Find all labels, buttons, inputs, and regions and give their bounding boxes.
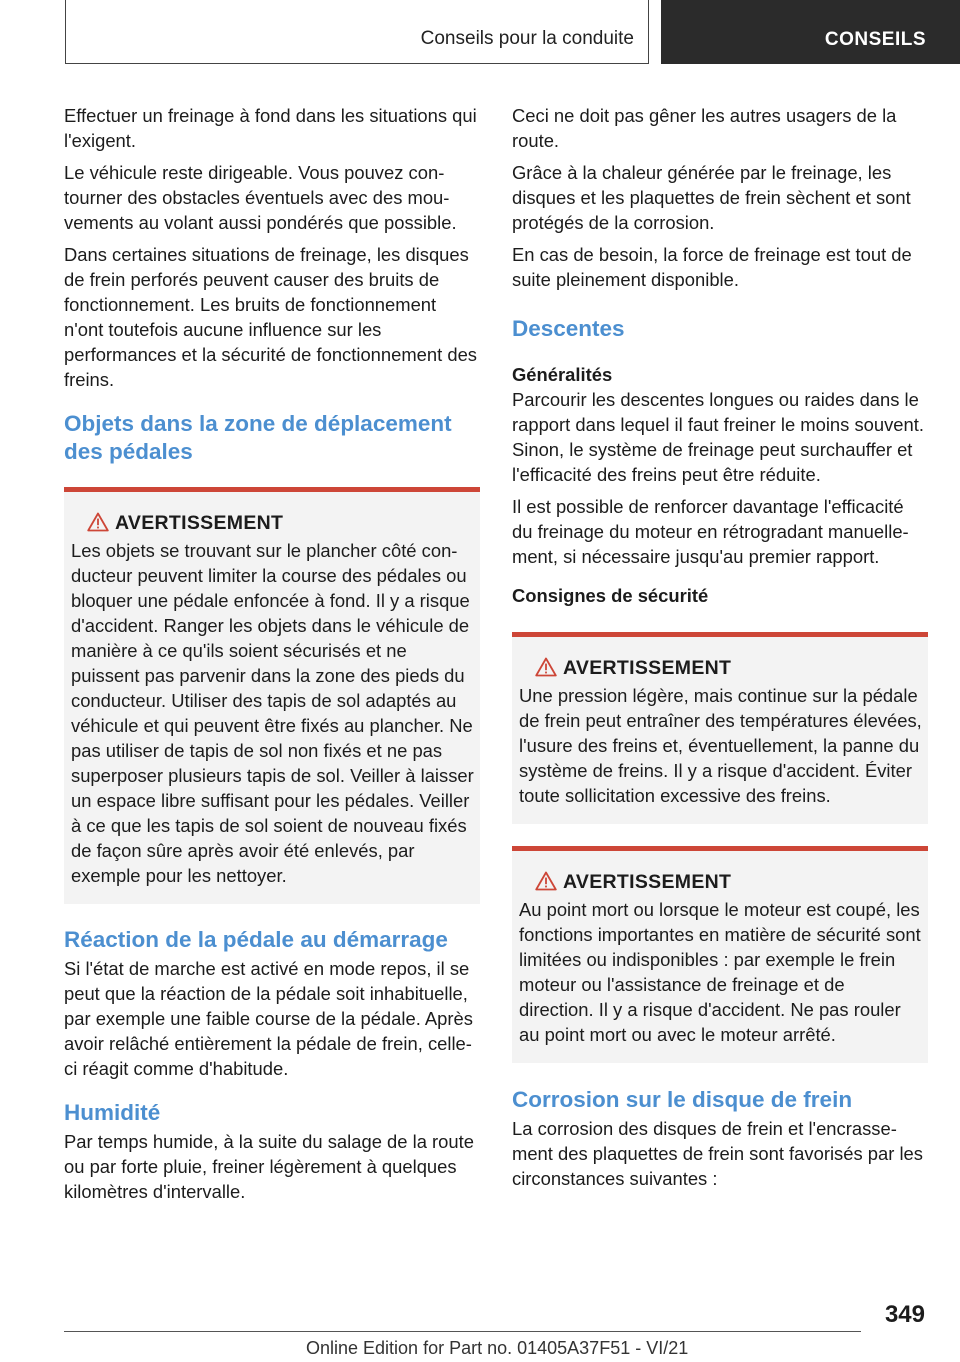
warning-triangle-icon <box>535 657 557 677</box>
paragraph: Il est possible de renforcer davantage l'efficacité du freinage du moteur en rétrogradant manuellement, si nécessaire jusqu'au premier rapport. <box>512 496 909 567</box>
warning-box <box>64 487 480 904</box>
paragraph: Par temps humide, à la suite du salage de la route ou par forte pluie, freiner légèrement à quelques kilomètres d'intervalle. <box>64 1131 474 1202</box>
paragraph: Grâce à la chaleur générée par le freinage, les disques et les plaquettes de frein sèchent et sont protégés de la corrosion. <box>512 162 911 233</box>
warning-text: Au point mort ou lorsque le moteur est coupé, les fonctions importantes en matière de sécurité sont limitées ou indisponibles : par exemple le frein moteur ou l'assistance de freinage et de direction. Il y a risque d'accident. Ne pas rouler au point mort ou avec le moteur arrêté. <box>519 899 921 1045</box>
warning-text: Une pression légère, mais continue sur la pédale de frein peut entraîner des températures élevées, l'usure des freins et, éventuellement, la panne du système de freins. Il y a risque d'accident. Éviter toute sollicitation excessive des freins. <box>519 685 922 806</box>
warning-header <box>71 510 474 538</box>
paragraph: Parcourir les descentes longues ou raides dans le rapport dans lequel il faut freiner le moins souvent. Sinon, le système de freinage peut surchauffer et l'efficacité des freins peut être réduite. <box>512 389 924 485</box>
warning-box <box>512 632 928 824</box>
right-column <box>512 103 928 1198</box>
paragraph: Dans certaines situations de freinage, les disques de frein perforés peuvent causer des bruits de fonctionnement. Les bruits de fonctionnement n'ont toutefois aucune influence sur les performances et la sécurité de fonctionnement des freins. <box>64 244 477 390</box>
left-column <box>64 103 480 1211</box>
warning-text: Les objets se trouvant sur le plancher côté conducteur peuvent limiter la course des pédales ou bloquer une pédale enfoncée à fond. Il y a risque d'accident. Ranger les objets dans le véhicule de manière à ce qu'ils soient sécurisés et ne puissent pas parvenir dans la zone des pieds du conducteur. Utiliser des tapis de sol adaptés au véhicule et qui peuvent être fixés au plancher. Ne pas utiliser de tapis de sol non fixés et ne pas superposer plusieurs tapis de sol. Veiller à laisser un espace libre suffisant pour les pédales. Veiller à ce que les tapis de sol soient de nouveau fixés de façon sûre après avoir été enlevés, par exemple pour les nettoyer. <box>71 540 474 886</box>
subheading-general: Généralités <box>512 364 613 385</box>
warning-label: AVERTISSEMENT <box>563 657 732 679</box>
header-chapter-tab <box>661 0 960 64</box>
warning-triangle-icon <box>87 512 109 532</box>
paragraph: Effectuer un freinage à fond dans les situations qui l'exigent. <box>64 105 477 151</box>
warning-box <box>512 846 928 1063</box>
header-section-title: Conseils pour la conduite <box>420 28 634 49</box>
page-number: 349 <box>884 1301 925 1328</box>
footer-divider <box>64 1331 861 1332</box>
warning-header <box>519 655 922 683</box>
section-heading-reaction: Réaction de la pédale au démarrage <box>64 927 448 952</box>
warning-label: AVERTISSEMENT <box>563 871 732 893</box>
paragraph: En cas de besoin, la force de freinage est tout de suite pleinement disponible. <box>512 244 912 290</box>
header-chapter-label: CONSEILS <box>824 29 926 50</box>
footer-edition: Online Edition for Part no. 01405A37F51 - VI/21 <box>306 1338 689 1358</box>
paragraph: Ceci ne doit pas gêner les autres usagers de la route. <box>512 105 897 151</box>
paragraph: Le véhicule reste dirigeable. Vous pouvez contourner des obstacles éventuels avec des mouvements au volant aussi pondérés que possible. <box>64 162 457 233</box>
paragraph: La corrosion des disques de frein et l'encrassement des plaquettes de frein sont favorisés par les circonstances suivantes : <box>512 1118 923 1189</box>
section-heading-descentes: Descentes <box>512 316 625 341</box>
warning-label: AVERTISSEMENT <box>115 512 284 534</box>
section-heading-corrosion: Corrosion sur le disque de frein <box>512 1087 853 1112</box>
section-heading-objects: Objets dans la zone de déplacement des pédales <box>64 411 452 464</box>
warning-header <box>519 869 922 897</box>
warning-triangle-icon <box>535 871 557 891</box>
section-heading-humidity: Humidité <box>64 1100 161 1125</box>
paragraph: Si l'état de marche est activé en mode repos, il se peut que la réaction de la pédale soit inhabituelle, par exemple une faible course de la pédale. Après avoir relâché entièrement la pédale de frein, celle-ci réagit comme d'habitude. <box>64 958 473 1079</box>
subheading-safety: Consignes de sécurité <box>512 585 709 606</box>
